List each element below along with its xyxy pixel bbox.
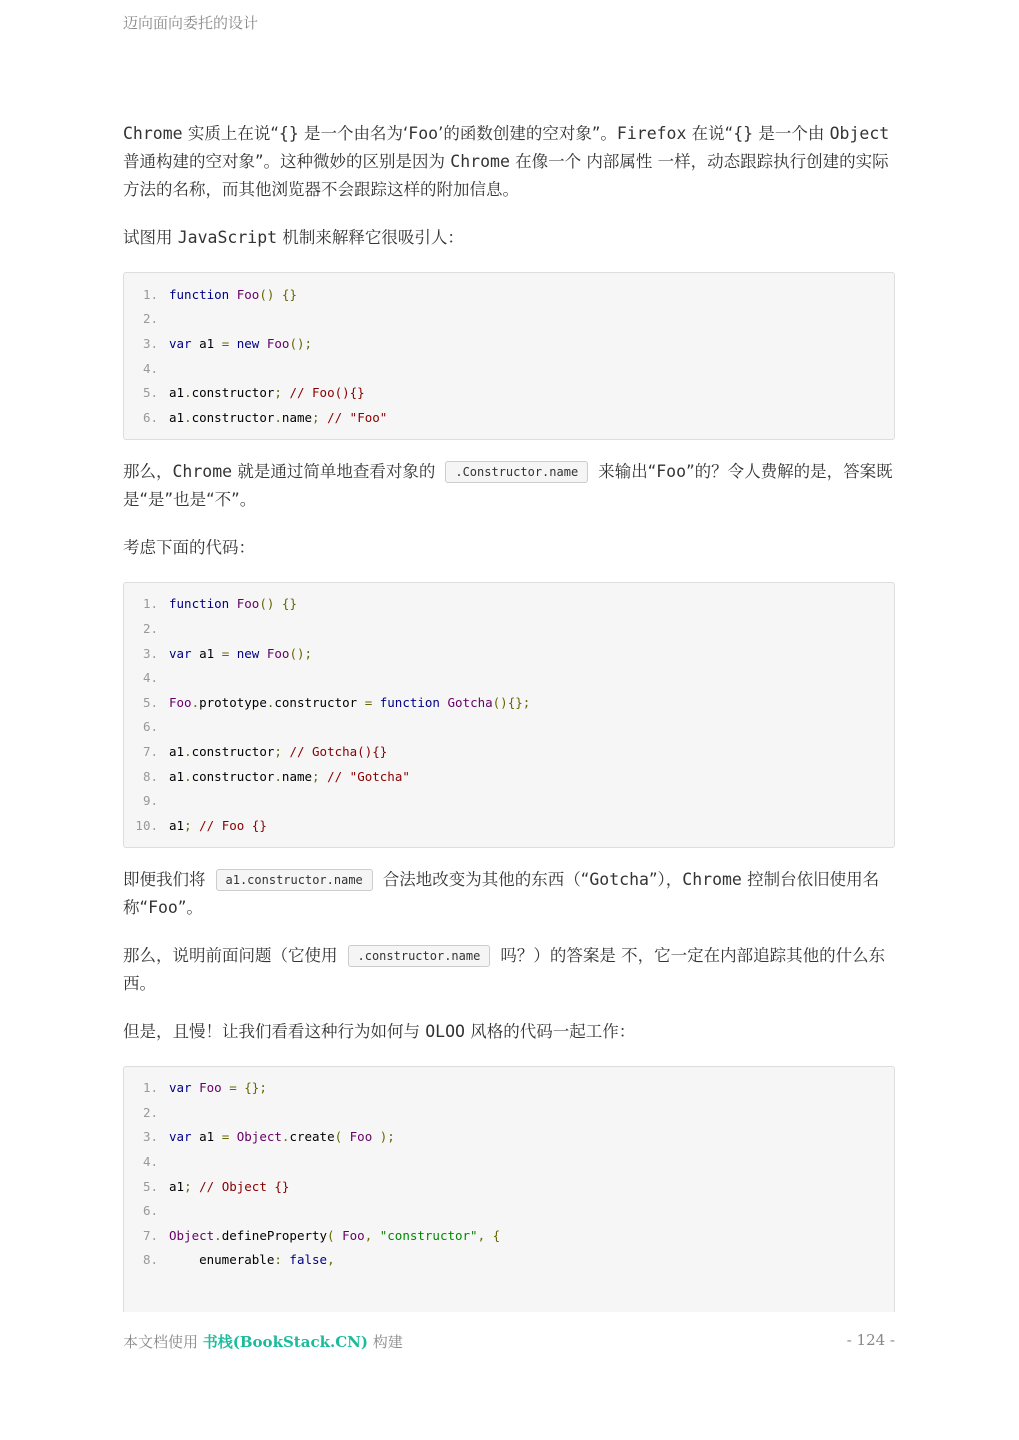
code-text: a1.constructor; // Foo(){} xyxy=(169,385,365,401)
code-text: Object.defineProperty( Foo, "constructor", { xyxy=(169,1227,501,1243)
code-line xyxy=(134,739,884,764)
code-line xyxy=(134,307,884,332)
code-line xyxy=(134,788,884,813)
line-number: 8. xyxy=(142,768,158,784)
running-header: 迈向面向委托的设计 xyxy=(123,14,259,32)
code-text: function Foo() {} xyxy=(169,596,297,612)
code-text: var a1 = new Foo(); xyxy=(169,335,313,351)
line-number: 6. xyxy=(142,409,158,425)
code-line xyxy=(134,1076,884,1101)
line-number: 2. xyxy=(142,1104,158,1120)
line-number: 5. xyxy=(142,1178,158,1194)
code-line xyxy=(134,1223,884,1248)
line-number: 3. xyxy=(142,335,158,351)
line-number: 8. xyxy=(142,1252,158,1268)
paragraph: 即便我们将 a1.constructor.name 合法地改变为其他的东西（“Gotcha”），Chrome 控制台依旧使用名称“Foo”。 xyxy=(123,869,880,917)
code-block xyxy=(123,272,895,440)
paragraph: 但是，且慢！让我们看看这种行为如何与 OLOO 风格的代码一起工作： xyxy=(123,1021,636,1041)
code-line xyxy=(134,380,884,405)
code-line xyxy=(134,282,884,307)
line-number: 6. xyxy=(142,719,158,735)
paragraph: 那么，Chrome 就是通过简单地查看对象的 .Constructor.name 来输出“Foo”的？令人费解的是，答案既是“是”也是“不”。 xyxy=(123,461,893,509)
code-line xyxy=(134,616,884,641)
code-line xyxy=(134,592,884,617)
code-line xyxy=(134,1174,884,1199)
line-number: 10. xyxy=(135,817,158,833)
code-line xyxy=(134,690,884,715)
code-line xyxy=(134,331,884,356)
line-number: 1. xyxy=(142,286,158,302)
code-line xyxy=(134,1248,884,1273)
line-number: 2. xyxy=(142,620,158,636)
line-number: 4. xyxy=(142,1154,158,1170)
code-line xyxy=(134,405,884,430)
code-line xyxy=(134,715,884,740)
code-block xyxy=(123,582,895,848)
paragraph: 试图用 JavaScript 机制来解释它很吸引人： xyxy=(123,228,464,247)
code-text: function Foo() {} xyxy=(169,286,297,302)
line-number: 3. xyxy=(142,645,158,661)
code-line xyxy=(134,764,884,789)
page-footer xyxy=(123,1331,895,1352)
line-number: 7. xyxy=(142,743,158,759)
line-number: 1. xyxy=(142,596,158,612)
code-text: a1.constructor; // Gotcha(){} xyxy=(169,743,388,759)
code-line xyxy=(134,1149,884,1174)
line-number: 7. xyxy=(142,1227,158,1243)
code-block xyxy=(123,1066,895,1313)
bookstack-link[interactable]: 书栈(BookStack.CN) xyxy=(202,1333,368,1351)
paragraph: 那么，说明前面问题（它使用 .constructor.name 吗？）的答案是 不，它一定在内部追踪其他的什么东西。 xyxy=(123,945,886,993)
line-number: 4. xyxy=(142,670,158,686)
line-number: 5. xyxy=(142,385,158,401)
code-text: enumerable: false, xyxy=(169,1252,335,1268)
paragraph: Chrome 实质上在说“{} 是一个由名为‘Foo’的函数创建的空对象”。Firefox 在说“{} 是一个由 Object 普通构建的空对象”。这种微妙的区别是因为 Chrome 在像一个 内部属性 一样，动态跟踪执行创建的实际方法的名称，而其他浏览器不会跟踪这样的附加信息。 xyxy=(123,124,890,199)
line-number: 2. xyxy=(142,311,158,327)
inline-code: a1.constructor.name xyxy=(216,869,373,891)
page-number: - 124 - xyxy=(846,1331,895,1349)
line-number: 4. xyxy=(142,360,158,376)
paragraph: 考虑下面的代码： xyxy=(123,537,255,557)
footer-credit: 本文档使用 书栈(BookStack.CN) 构建 xyxy=(123,1333,403,1351)
code-line xyxy=(134,641,884,666)
line-number: 9. xyxy=(142,793,158,809)
inline-code: .Constructor.name xyxy=(445,461,588,483)
code-text: var a1 = new Foo(); xyxy=(169,645,313,661)
code-line xyxy=(134,1198,884,1223)
code-line xyxy=(134,1125,884,1150)
code-text: var Foo = {}; xyxy=(169,1080,267,1096)
code-text: a1.constructor.name; // "Foo" xyxy=(169,409,388,425)
line-number: 5. xyxy=(142,694,158,710)
line-number: 3. xyxy=(142,1129,158,1145)
code-text: a1; // Object {} xyxy=(169,1178,290,1194)
code-line xyxy=(134,356,884,381)
code-text: Foo.prototype.constructor = function Gotcha(){}; xyxy=(169,694,531,710)
code-text: a1; // Foo {} xyxy=(169,817,267,833)
line-number: 6. xyxy=(142,1203,158,1219)
page-content xyxy=(123,120,895,1319)
code-line xyxy=(134,813,884,838)
code-text: var a1 = Object.create( Foo ); xyxy=(169,1129,395,1145)
code-text: a1.constructor.name; // "Gotcha" xyxy=(169,768,410,784)
inline-code: .constructor.name xyxy=(348,945,491,967)
line-number: 1. xyxy=(142,1080,158,1096)
code-line xyxy=(134,1100,884,1125)
code-line xyxy=(134,665,884,690)
